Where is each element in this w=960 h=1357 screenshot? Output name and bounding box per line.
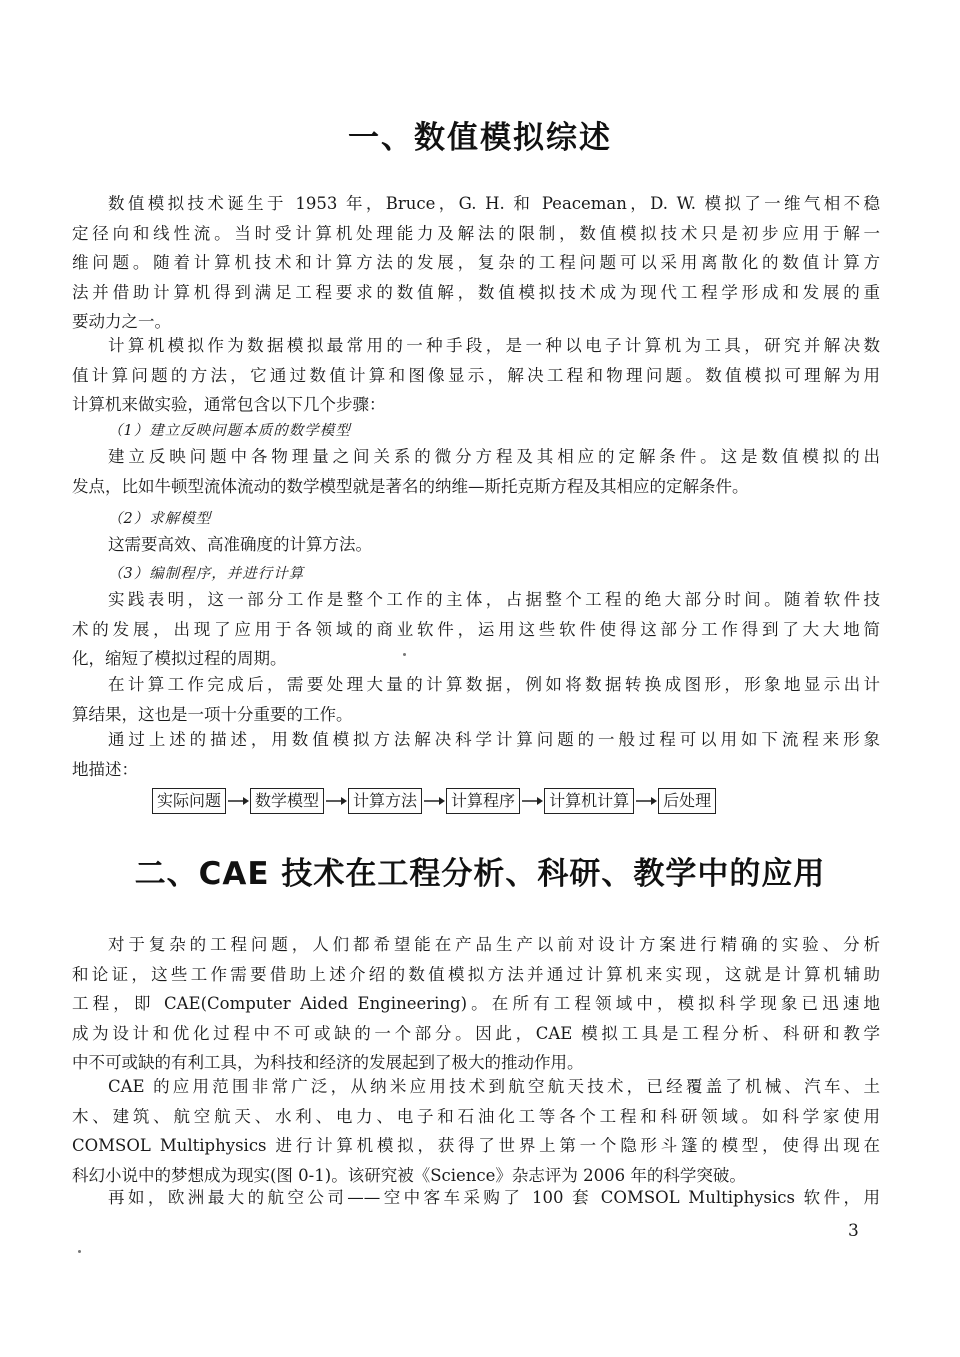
text-line: 中不可或缺的有利工具，为科技和经济的发展起到了极大的推动作用。 <box>72 1053 584 1072</box>
arrow-right-icon <box>226 790 250 812</box>
paragraph <box>72 1183 880 1213</box>
paragraph <box>72 189 880 337</box>
text-line: CAE 的应用范围非常广泛，从纳米应用技术到航空航天技术，已经覆盖了机械、汽车、土 <box>108 1077 880 1096</box>
step-heading-2: （2）求解模型 <box>108 511 212 527</box>
text-line: 地描述： <box>72 759 138 779</box>
text-line: 科幻小说中的梦想成为现实(图 0-1)。该研究被《Science》杂志评为 2006 年的科学突破。 <box>72 1165 746 1185</box>
text-line: 化，缩短了模拟过程的周期。 <box>72 649 287 668</box>
arrow-right-icon <box>520 790 544 812</box>
arrow-right-icon <box>634 790 658 812</box>
text-line: 要动力之一。 <box>72 312 171 331</box>
step-heading-1: （1）建立反映问题本质的数学模型 <box>108 423 351 439</box>
flow-step-actual-problem: 实际问题 <box>152 788 226 814</box>
text-line: 数值模拟技术诞生于 1953 年，Bruce，G. H. 和 Peaceman，D. W. 模拟了一维气相不稳 <box>108 194 880 213</box>
text-line: 计算机来做实验，通常包含以下几个步骤： <box>72 395 386 414</box>
text-line: 成为设计和优化过程中不可或缺的一个部分。因此，CAE 模拟工具是工程分析、科研和教学 <box>72 1023 880 1043</box>
text-line: 法并借助计算机得到满足工程要求的数值解，数值模拟技术成为现代工程学形成和发展的重 <box>72 282 880 302</box>
text-line: 通过上述的描述，用数值模拟方法解决科学计算问题的一般过程可以用如下流程来形象 <box>108 730 880 749</box>
text-line: 发点，比如牛顿型流体流动的数学模型就是著名的纳维—斯托克斯方程及其相应的定解条件。 <box>72 476 749 496</box>
paragraph <box>72 930 880 1078</box>
text-line: 木、建筑、航空航天、水利、电力、电子和石油化工等各个工程和科研领域。如科学家使用 <box>72 1106 880 1126</box>
paragraph <box>72 725 880 784</box>
paragraph <box>72 530 880 560</box>
paragraph <box>72 442 880 501</box>
arrow-right-icon <box>324 790 348 812</box>
text-line: 这需要高效、高准确度的计算方法。 <box>108 535 372 554</box>
flow-step-computer-calc: 计算机计算 <box>544 788 634 814</box>
step-heading-3: （3）编制程序，并进行计算 <box>108 566 305 582</box>
text-line: 在计算工作完成后，需要处理大量的计算数据，例如将数据转换成图形，形象地显示出计 <box>108 675 880 694</box>
text-line: 实践表明，这一部分工作是整个工作的主体，占据整个工程的绝大部分时间。随着软件技 <box>108 590 880 609</box>
text-line: 维问题。随着计算机技术和计算方法的发展，复杂的工程问题可以采用离散化的数值计算方 <box>72 253 880 272</box>
text-line: 建立反映问题中各物理量之间关系的微分方程及其相应的定解条件。这是数值模拟的出 <box>108 447 880 466</box>
scan-speck <box>78 1250 81 1253</box>
flow-step-math-model: 数学模型 <box>250 788 324 814</box>
process-flowchart <box>152 787 716 815</box>
page-number: 3 <box>848 1221 859 1241</box>
text-line: 和论证，这些工作需要借助上述介绍的数值模拟方法并通过计算机来实现，这就是计算机辅助 <box>72 964 880 984</box>
flow-step-compute-method: 计算方法 <box>348 788 422 814</box>
text-line: 再如，欧洲最大的航空公司——空中客车采购了 100 套 COMSOL Multiphysics 软件，用 <box>108 1188 880 1207</box>
text-line: 算结果，这也是一项十分重要的工作。 <box>72 704 353 724</box>
paragraph <box>72 585 880 674</box>
arrow-right-icon <box>422 790 446 812</box>
section-2-heading: 二、CAE 技术在工程分析、科研、教学中的应用 <box>134 856 826 892</box>
flow-step-program: 计算程序 <box>446 788 520 814</box>
text-line: 定径向和线性流。当时受计算机处理能力及解法的限制，数值模拟技术只是初步应用于解一 <box>72 223 880 243</box>
section-1-heading: 一、数值模拟综述 <box>348 120 612 156</box>
scan-speck <box>403 653 406 656</box>
text-line: 值计算问题的方法，它通过数值计算和图像显示，解决工程和物理问题。数值模拟可理解为用 <box>72 365 880 385</box>
text-line: 对于复杂的工程问题，人们都希望能在产品生产以前对设计方案进行精确的实验、分析 <box>108 935 880 954</box>
text-line: 工程，即 CAE(Computer Aided Engineering)。在所有工程领域中，模拟科学现象已迅速地 <box>72 994 880 1013</box>
text-line: COMSOL Multiphysics 进行计算机模拟，获得了世界上第一个隐形斗篷的模型，使得出现在 <box>72 1136 880 1155</box>
text-line: 术的发展，出现了应用于各领域的商业软件，运用这些软件使得这部分工作得到了大大地简 <box>72 619 880 639</box>
paragraph <box>72 670 880 729</box>
flow-step-post-processing: 后处理 <box>658 788 716 814</box>
paragraph <box>72 1072 880 1190</box>
paragraph <box>72 331 880 420</box>
text-line: 计算机模拟作为数据模拟最常用的一种手段，是一种以电子计算机为工具，研究并解决数 <box>108 336 880 355</box>
